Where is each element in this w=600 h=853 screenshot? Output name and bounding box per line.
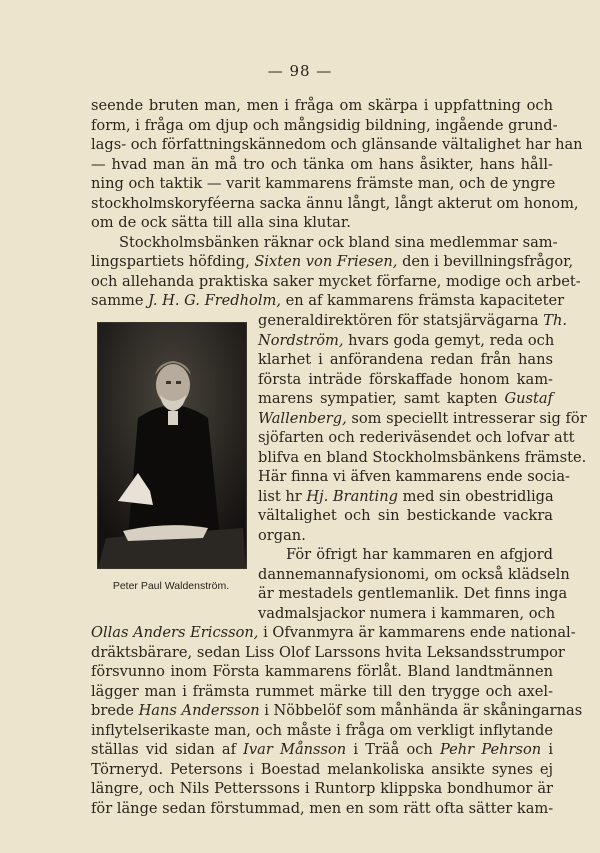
text-segment: hvars goda gemyt, reda och: [343, 331, 555, 349]
text-line: För öfrigt har kammaren en afgjord: [286, 546, 553, 563]
portrait-photo: [97, 322, 247, 569]
text-line: sjöfarten och rederiväsendet och lofvar att: [258, 429, 575, 446]
text-line: form, i fråga om djup och mångsidig bildning, ingående grund-: [91, 116, 558, 134]
italic-name: Sixten von Friesen,: [254, 253, 398, 270]
text-line: är mestadels gentlemanlik. Det finns inga: [258, 585, 568, 602]
text-segment: marens sympatier, samt kapten: [258, 390, 505, 407]
text-line: dräktsbärare, sedan Liss Olof Larssons hvita Leksandsstrumpor: [91, 643, 565, 661]
text-line: Törneryd. Petersons i Boestad melankoliska ansikte synes ej: [91, 760, 553, 778]
text-line: vadmalsjackor numera i kammaren, och: [258, 604, 556, 622]
italic-name: Hj. Branting: [306, 487, 398, 505]
text-segment: brede: [91, 702, 139, 719]
text-segment: i: [541, 741, 553, 758]
text-line: ning och taktik — varit kammarens främste man, och de yngre: [91, 175, 556, 192]
text-line: [258, 487, 553, 507]
text-line: seende bruten man, men i fråga om skärpa i uppfattning och: [91, 97, 553, 114]
text-line: första inträde förskaffade honom kam-: [258, 370, 553, 388]
italic-name: Hans Andersson: [138, 702, 260, 719]
text-line: [258, 331, 553, 351]
text-segment: som speciellt intresserar sig för: [346, 409, 587, 427]
page-number: — 98 —: [267, 62, 333, 80]
text-segment: generaldirektören för statsjärvägarna: [258, 312, 544, 329]
text-line: blifva en bland Stockholmsbänkens främste.: [258, 448, 587, 466]
text-segment: lingspartiets höfding,: [91, 253, 255, 270]
text-line: klarhet i anförandena redan från hans: [258, 351, 553, 368]
text-line: [91, 740, 553, 760]
text-line: [258, 389, 553, 409]
text-line: Stockholmsbänken räknar ock bland sina medlemmar sam-: [119, 233, 558, 251]
italic-name: J. H. G. Fredholm,: [148, 292, 281, 309]
text-line: — hvad man än må tro och tänka om hans åsikter, hans håll-: [91, 155, 553, 173]
text-segment: samme: [91, 292, 149, 309]
text-segment: den i bevillningsfrågor,: [397, 253, 574, 270]
text-line: [91, 623, 576, 643]
text-line: lägger man i främsta rummet märke till den trygge och axel-: [91, 682, 553, 700]
paragraph-bottom: [91, 623, 583, 818]
text-line: och allehanda praktiska saker mycket förfarne, modige och arbet-: [91, 272, 581, 290]
italic-name: Ivar Månsson: [243, 741, 347, 758]
text-line: [258, 311, 568, 331]
text-line: stockholmskoryféerna sacka ännu långt, långt akterut om honom,: [91, 194, 579, 212]
text-line: lags- och författningskännedom och glänsande vältalighet har han: [91, 136, 583, 153]
text-line: om de ock sätta till alla sina klutar.: [91, 214, 351, 231]
italic-name: Gustaf: [504, 390, 553, 407]
portrait-illustration: [98, 323, 246, 568]
text-line: [91, 701, 583, 721]
text-line: dannemannafysionomi, om också klädseln: [258, 565, 570, 583]
text-line: vältalighet och sin bestickande vackra: [258, 507, 553, 524]
text-segment: en af kammarens främsta kapaciteter: [280, 292, 565, 309]
text-segment: med sin obestridliga: [397, 487, 554, 505]
italic-name: Nordström,: [258, 331, 344, 349]
text-line: [258, 409, 587, 429]
text-segment: ställas vid sidan af: [91, 741, 244, 758]
italic-name: Pehr Pehrson: [439, 741, 542, 758]
text-line: för länge sedan förstummad, men en som rätt ofta sätter kam-: [91, 799, 554, 817]
text-line: längre, och Nils Petterssons i Runtorp klippska bondhumor är: [91, 780, 553, 797]
text-line: [91, 252, 574, 272]
italic-name: Th.: [543, 312, 568, 329]
text-segment: i Nöbbelöf som månhända är skåningarnas: [259, 702, 583, 719]
text-line: försvunno inom Första kammarens förlåt. Bland landtmännen: [91, 663, 553, 680]
text-segment: list hr: [258, 487, 307, 505]
paragraph-top: [91, 96, 583, 311]
italic-name: Ollas Anders Ericsson,: [91, 624, 259, 641]
text-segment: i Ofvanmyra är kammarens ende national-: [258, 624, 576, 641]
text-line: Här finna vi äfven kammarens ende socia-: [258, 468, 570, 485]
italic-name: Wallenberg,: [258, 409, 347, 427]
photo-caption: Peter Paul Waldenström.: [112, 580, 230, 592]
text-segment: i Träå och: [346, 741, 440, 758]
text-line: inflytelserikaste man, och måste i fråga om verkligt inflytande: [91, 721, 553, 739]
text-line: organ.: [258, 526, 306, 544]
text-line: [91, 291, 565, 311]
paragraph-wrap: [258, 311, 587, 623]
